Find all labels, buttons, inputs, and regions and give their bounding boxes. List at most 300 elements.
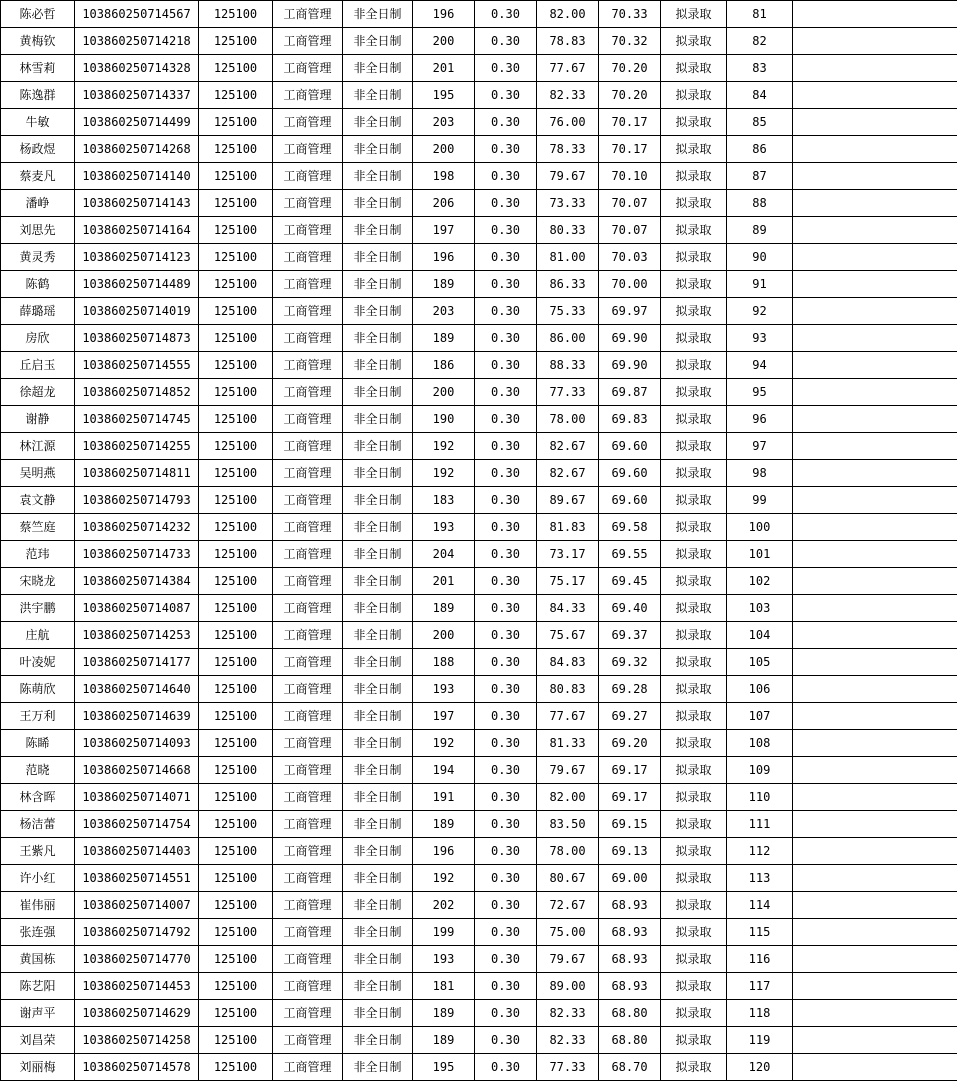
major-code-cell: 125100 (199, 784, 273, 811)
major-code-cell: 125100 (199, 1027, 273, 1054)
written-score-cell: 201 (413, 568, 475, 595)
major-code-cell: 125100 (199, 838, 273, 865)
major-name-cell: 工商管理 (273, 190, 343, 217)
table-row (1, 217, 957, 244)
admission-status-cell: 拟录取 (661, 865, 727, 892)
empty-cell (793, 406, 957, 433)
admission-status-cell: 拟录取 (661, 460, 727, 487)
empty-cell (793, 1027, 957, 1054)
table-row (1, 163, 957, 190)
exam-number-cell: 103860250714453 (75, 973, 199, 1000)
major-code-cell: 125100 (199, 1, 273, 28)
exam-number-cell: 103860250714258 (75, 1027, 199, 1054)
total-score-cell: 69.00 (599, 865, 661, 892)
weight-cell: 0.30 (475, 703, 537, 730)
total-score-cell: 68.93 (599, 919, 661, 946)
table-row (1, 136, 957, 163)
major-code-cell: 125100 (199, 649, 273, 676)
total-score-cell: 68.70 (599, 1054, 661, 1081)
total-score-cell: 68.80 (599, 1000, 661, 1027)
weight-cell: 0.30 (475, 811, 537, 838)
candidate-name-cell: 陈睎 (1, 730, 75, 757)
interview-score-cell: 75.00 (537, 919, 599, 946)
weight-cell: 0.30 (475, 973, 537, 1000)
table-row (1, 973, 957, 1000)
weight-cell: 0.30 (475, 676, 537, 703)
empty-cell (793, 568, 957, 595)
major-code-cell: 125100 (199, 298, 273, 325)
study-mode-cell: 非全日制 (343, 406, 413, 433)
exam-number-cell: 103860250714218 (75, 28, 199, 55)
major-name-cell: 工商管理 (273, 1027, 343, 1054)
rank-cell: 83 (727, 55, 793, 82)
total-score-cell: 68.80 (599, 1027, 661, 1054)
major-name-cell: 工商管理 (273, 703, 343, 730)
empty-cell (793, 244, 957, 271)
rank-cell: 88 (727, 190, 793, 217)
empty-cell (793, 1, 957, 28)
study-mode-cell: 非全日制 (343, 973, 413, 1000)
table-row (1, 298, 957, 325)
written-score-cell: 189 (413, 325, 475, 352)
written-score-cell: 190 (413, 406, 475, 433)
major-code-cell: 125100 (199, 973, 273, 1000)
admission-status-cell: 拟录取 (661, 55, 727, 82)
candidate-name-cell: 洪宇鹏 (1, 595, 75, 622)
major-code-cell: 125100 (199, 730, 273, 757)
major-name-cell: 工商管理 (273, 892, 343, 919)
rank-cell: 91 (727, 271, 793, 298)
rank-cell: 112 (727, 838, 793, 865)
interview-score-cell: 82.33 (537, 1000, 599, 1027)
weight-cell: 0.30 (475, 433, 537, 460)
written-score-cell: 196 (413, 838, 475, 865)
major-name-cell: 工商管理 (273, 757, 343, 784)
rank-cell: 100 (727, 514, 793, 541)
empty-cell (793, 622, 957, 649)
total-score-cell: 68.93 (599, 946, 661, 973)
written-score-cell: 189 (413, 1000, 475, 1027)
study-mode-cell: 非全日制 (343, 109, 413, 136)
written-score-cell: 195 (413, 1054, 475, 1081)
major-name-cell: 工商管理 (273, 784, 343, 811)
total-score-cell: 69.27 (599, 703, 661, 730)
major-name-cell: 工商管理 (273, 676, 343, 703)
written-score-cell: 196 (413, 244, 475, 271)
candidate-name-cell: 陈萌欣 (1, 676, 75, 703)
candidate-name-cell: 蔡竺庭 (1, 514, 75, 541)
major-code-cell: 125100 (199, 487, 273, 514)
empty-cell (793, 541, 957, 568)
admission-status-cell: 拟录取 (661, 163, 727, 190)
weight-cell: 0.30 (475, 460, 537, 487)
interview-score-cell: 82.00 (537, 784, 599, 811)
admission-status-cell: 拟录取 (661, 136, 727, 163)
major-name-cell: 工商管理 (273, 919, 343, 946)
admission-status-cell: 拟录取 (661, 1027, 727, 1054)
weight-cell: 0.30 (475, 892, 537, 919)
interview-score-cell: 79.67 (537, 946, 599, 973)
exam-number-cell: 103860250714143 (75, 190, 199, 217)
empty-cell (793, 838, 957, 865)
major-code-cell: 125100 (199, 865, 273, 892)
empty-cell (793, 109, 957, 136)
major-code-cell: 125100 (199, 595, 273, 622)
major-code-cell: 125100 (199, 460, 273, 487)
weight-cell: 0.30 (475, 190, 537, 217)
major-name-cell: 工商管理 (273, 838, 343, 865)
study-mode-cell: 非全日制 (343, 946, 413, 973)
table-row (1, 1, 957, 28)
admission-status-cell: 拟录取 (661, 838, 727, 865)
weight-cell: 0.30 (475, 28, 537, 55)
study-mode-cell: 非全日制 (343, 757, 413, 784)
interview-score-cell: 86.00 (537, 325, 599, 352)
table-row (1, 406, 957, 433)
written-score-cell: 199 (413, 919, 475, 946)
written-score-cell: 183 (413, 487, 475, 514)
rank-cell: 89 (727, 217, 793, 244)
candidate-name-cell: 林雪莉 (1, 55, 75, 82)
interview-score-cell: 88.33 (537, 352, 599, 379)
major-name-cell: 工商管理 (273, 433, 343, 460)
candidate-name-cell: 林含晖 (1, 784, 75, 811)
candidate-name-cell: 崔伟丽 (1, 892, 75, 919)
rank-cell: 94 (727, 352, 793, 379)
table-row (1, 244, 957, 271)
exam-number-cell: 103860250714852 (75, 379, 199, 406)
exam-number-cell: 103860250714232 (75, 514, 199, 541)
empty-cell (793, 703, 957, 730)
written-score-cell: 196 (413, 1, 475, 28)
total-score-cell: 69.58 (599, 514, 661, 541)
admission-status-cell: 拟录取 (661, 379, 727, 406)
study-mode-cell: 非全日制 (343, 784, 413, 811)
weight-cell: 0.30 (475, 1, 537, 28)
study-mode-cell: 非全日制 (343, 82, 413, 109)
total-score-cell: 70.10 (599, 163, 661, 190)
major-name-cell: 工商管理 (273, 28, 343, 55)
interview-score-cell: 86.33 (537, 271, 599, 298)
interview-score-cell: 78.33 (537, 136, 599, 163)
total-score-cell: 69.55 (599, 541, 661, 568)
exam-number-cell: 103860250714629 (75, 1000, 199, 1027)
candidate-name-cell: 陈必哲 (1, 1, 75, 28)
exam-number-cell: 103860250714007 (75, 892, 199, 919)
weight-cell: 0.30 (475, 595, 537, 622)
interview-score-cell: 78.00 (537, 838, 599, 865)
interview-score-cell: 79.67 (537, 757, 599, 784)
major-code-cell: 125100 (199, 325, 273, 352)
table-row (1, 784, 957, 811)
candidate-name-cell: 宋晓龙 (1, 568, 75, 595)
empty-cell (793, 1000, 957, 1027)
total-score-cell: 69.28 (599, 676, 661, 703)
weight-cell: 0.30 (475, 244, 537, 271)
weight-cell: 0.30 (475, 946, 537, 973)
rank-cell: 99 (727, 487, 793, 514)
written-score-cell: 197 (413, 703, 475, 730)
written-score-cell: 203 (413, 298, 475, 325)
major-code-cell: 125100 (199, 190, 273, 217)
major-name-cell: 工商管理 (273, 1054, 343, 1081)
interview-score-cell: 75.17 (537, 568, 599, 595)
weight-cell: 0.30 (475, 136, 537, 163)
major-code-cell: 125100 (199, 109, 273, 136)
major-name-cell: 工商管理 (273, 379, 343, 406)
admission-status-cell: 拟录取 (661, 757, 727, 784)
interview-score-cell: 78.83 (537, 28, 599, 55)
weight-cell: 0.30 (475, 487, 537, 514)
weight-cell: 0.30 (475, 730, 537, 757)
written-score-cell: 192 (413, 460, 475, 487)
interview-score-cell: 81.83 (537, 514, 599, 541)
major-code-cell: 125100 (199, 514, 273, 541)
interview-score-cell: 78.00 (537, 406, 599, 433)
interview-score-cell: 77.67 (537, 55, 599, 82)
interview-score-cell: 84.33 (537, 595, 599, 622)
rank-cell: 101 (727, 541, 793, 568)
total-score-cell: 69.17 (599, 757, 661, 784)
admission-status-cell: 拟录取 (661, 595, 727, 622)
table-row (1, 757, 957, 784)
table-row (1, 622, 957, 649)
major-name-cell: 工商管理 (273, 55, 343, 82)
weight-cell: 0.30 (475, 1027, 537, 1054)
candidate-name-cell: 房欣 (1, 325, 75, 352)
total-score-cell: 70.07 (599, 190, 661, 217)
table-row (1, 919, 957, 946)
weight-cell: 0.30 (475, 757, 537, 784)
major-code-cell: 125100 (199, 703, 273, 730)
major-code-cell: 125100 (199, 28, 273, 55)
empty-cell (793, 784, 957, 811)
exam-number-cell: 103860250714567 (75, 1, 199, 28)
major-code-cell: 125100 (199, 568, 273, 595)
written-score-cell: 192 (413, 433, 475, 460)
table-row (1, 55, 957, 82)
admission-status-cell: 拟录取 (661, 622, 727, 649)
exam-number-cell: 103860250714253 (75, 622, 199, 649)
total-score-cell: 70.32 (599, 28, 661, 55)
study-mode-cell: 非全日制 (343, 460, 413, 487)
candidate-name-cell: 黄国栋 (1, 946, 75, 973)
written-score-cell: 192 (413, 730, 475, 757)
table-row (1, 352, 957, 379)
table-row (1, 28, 957, 55)
admission-status-cell: 拟录取 (661, 82, 727, 109)
major-code-cell: 125100 (199, 541, 273, 568)
exam-number-cell: 103860250714093 (75, 730, 199, 757)
major-code-cell: 125100 (199, 919, 273, 946)
total-score-cell: 70.07 (599, 217, 661, 244)
total-score-cell: 69.15 (599, 811, 661, 838)
candidate-name-cell: 丘启玉 (1, 352, 75, 379)
written-score-cell: 193 (413, 514, 475, 541)
study-mode-cell: 非全日制 (343, 838, 413, 865)
exam-number-cell: 103860250714640 (75, 676, 199, 703)
written-score-cell: 203 (413, 109, 475, 136)
weight-cell: 0.30 (475, 352, 537, 379)
table-row (1, 595, 957, 622)
candidate-name-cell: 刘思先 (1, 217, 75, 244)
major-code-cell: 125100 (199, 1054, 273, 1081)
weight-cell: 0.30 (475, 379, 537, 406)
exam-number-cell: 103860250714551 (75, 865, 199, 892)
empty-cell (793, 973, 957, 1000)
table-row (1, 838, 957, 865)
empty-cell (793, 676, 957, 703)
empty-cell (793, 460, 957, 487)
exam-number-cell: 103860250714668 (75, 757, 199, 784)
study-mode-cell: 非全日制 (343, 649, 413, 676)
admission-status-cell: 拟录取 (661, 946, 727, 973)
total-score-cell: 70.00 (599, 271, 661, 298)
written-score-cell: 189 (413, 1027, 475, 1054)
admission-status-cell: 拟录取 (661, 649, 727, 676)
exam-number-cell: 103860250714384 (75, 568, 199, 595)
rank-cell: 95 (727, 379, 793, 406)
study-mode-cell: 非全日制 (343, 676, 413, 703)
written-score-cell: 195 (413, 82, 475, 109)
exam-number-cell: 103860250714255 (75, 433, 199, 460)
weight-cell: 0.30 (475, 163, 537, 190)
major-name-cell: 工商管理 (273, 1, 343, 28)
written-score-cell: 189 (413, 595, 475, 622)
table-row (1, 325, 957, 352)
rank-cell: 102 (727, 568, 793, 595)
candidate-name-cell: 黄灵秀 (1, 244, 75, 271)
major-code-cell: 125100 (199, 676, 273, 703)
exam-number-cell: 103860250714793 (75, 487, 199, 514)
exam-number-cell: 103860250714164 (75, 217, 199, 244)
admission-status-cell: 拟录取 (661, 973, 727, 1000)
empty-cell (793, 649, 957, 676)
written-score-cell: 200 (413, 622, 475, 649)
rank-cell: 113 (727, 865, 793, 892)
study-mode-cell: 非全日制 (343, 622, 413, 649)
table-row (1, 811, 957, 838)
candidate-name-cell: 陈艺阳 (1, 973, 75, 1000)
study-mode-cell: 非全日制 (343, 865, 413, 892)
table-row (1, 1027, 957, 1054)
study-mode-cell: 非全日制 (343, 271, 413, 298)
admission-status-cell: 拟录取 (661, 892, 727, 919)
empty-cell (793, 55, 957, 82)
study-mode-cell: 非全日制 (343, 244, 413, 271)
candidate-name-cell: 吴明燕 (1, 460, 75, 487)
interview-score-cell: 81.00 (537, 244, 599, 271)
major-name-cell: 工商管理 (273, 406, 343, 433)
study-mode-cell: 非全日制 (343, 433, 413, 460)
written-score-cell: 189 (413, 271, 475, 298)
exam-number-cell: 103860250714639 (75, 703, 199, 730)
empty-cell (793, 433, 957, 460)
total-score-cell: 70.03 (599, 244, 661, 271)
major-code-cell: 125100 (199, 379, 273, 406)
major-name-cell: 工商管理 (273, 622, 343, 649)
table-row (1, 460, 957, 487)
candidate-name-cell: 薛璐瑶 (1, 298, 75, 325)
empty-cell (793, 190, 957, 217)
rank-cell: 103 (727, 595, 793, 622)
exam-number-cell: 103860250714770 (75, 946, 199, 973)
interview-score-cell: 77.33 (537, 379, 599, 406)
major-code-cell: 125100 (199, 244, 273, 271)
major-name-cell: 工商管理 (273, 244, 343, 271)
exam-number-cell: 103860250714328 (75, 55, 199, 82)
interview-score-cell: 75.33 (537, 298, 599, 325)
admission-status-cell: 拟录取 (661, 217, 727, 244)
exam-number-cell: 103860250714123 (75, 244, 199, 271)
rank-cell: 82 (727, 28, 793, 55)
admission-status-cell: 拟录取 (661, 28, 727, 55)
interview-score-cell: 89.00 (537, 973, 599, 1000)
major-name-cell: 工商管理 (273, 352, 343, 379)
written-score-cell: 197 (413, 217, 475, 244)
written-score-cell: 200 (413, 379, 475, 406)
written-score-cell: 200 (413, 28, 475, 55)
admission-status-cell: 拟录取 (661, 190, 727, 217)
major-name-cell: 工商管理 (273, 109, 343, 136)
admission-status-cell: 拟录取 (661, 784, 727, 811)
exam-number-cell: 103860250714811 (75, 460, 199, 487)
total-score-cell: 69.90 (599, 325, 661, 352)
weight-cell: 0.30 (475, 82, 537, 109)
weight-cell: 0.30 (475, 55, 537, 82)
interview-score-cell: 77.67 (537, 703, 599, 730)
weight-cell: 0.30 (475, 298, 537, 325)
admission-status-cell: 拟录取 (661, 514, 727, 541)
table-row (1, 82, 957, 109)
table-row (1, 109, 957, 136)
total-score-cell: 70.20 (599, 55, 661, 82)
weight-cell: 0.30 (475, 649, 537, 676)
rank-cell: 117 (727, 973, 793, 1000)
table-row (1, 568, 957, 595)
interview-score-cell: 73.33 (537, 190, 599, 217)
table-row (1, 541, 957, 568)
empty-cell (793, 1054, 957, 1081)
candidate-name-cell: 杨洁蕾 (1, 811, 75, 838)
interview-score-cell: 76.00 (537, 109, 599, 136)
rank-cell: 108 (727, 730, 793, 757)
major-code-cell: 125100 (199, 892, 273, 919)
total-score-cell: 69.45 (599, 568, 661, 595)
table-row (1, 487, 957, 514)
total-score-cell: 70.20 (599, 82, 661, 109)
interview-score-cell: 79.67 (537, 163, 599, 190)
empty-cell (793, 28, 957, 55)
study-mode-cell: 非全日制 (343, 325, 413, 352)
total-score-cell: 69.83 (599, 406, 661, 433)
candidate-name-cell: 黄梅钦 (1, 28, 75, 55)
total-score-cell: 68.93 (599, 892, 661, 919)
table-row (1, 703, 957, 730)
study-mode-cell: 非全日制 (343, 298, 413, 325)
written-score-cell: 181 (413, 973, 475, 1000)
table-body (1, 1, 957, 1081)
major-code-cell: 125100 (199, 163, 273, 190)
written-score-cell: 201 (413, 55, 475, 82)
candidate-name-cell: 牛敏 (1, 109, 75, 136)
table-row (1, 649, 957, 676)
major-name-cell: 工商管理 (273, 946, 343, 973)
rank-cell: 107 (727, 703, 793, 730)
admission-status-cell: 拟录取 (661, 433, 727, 460)
table-row (1, 514, 957, 541)
admission-status-cell: 拟录取 (661, 244, 727, 271)
